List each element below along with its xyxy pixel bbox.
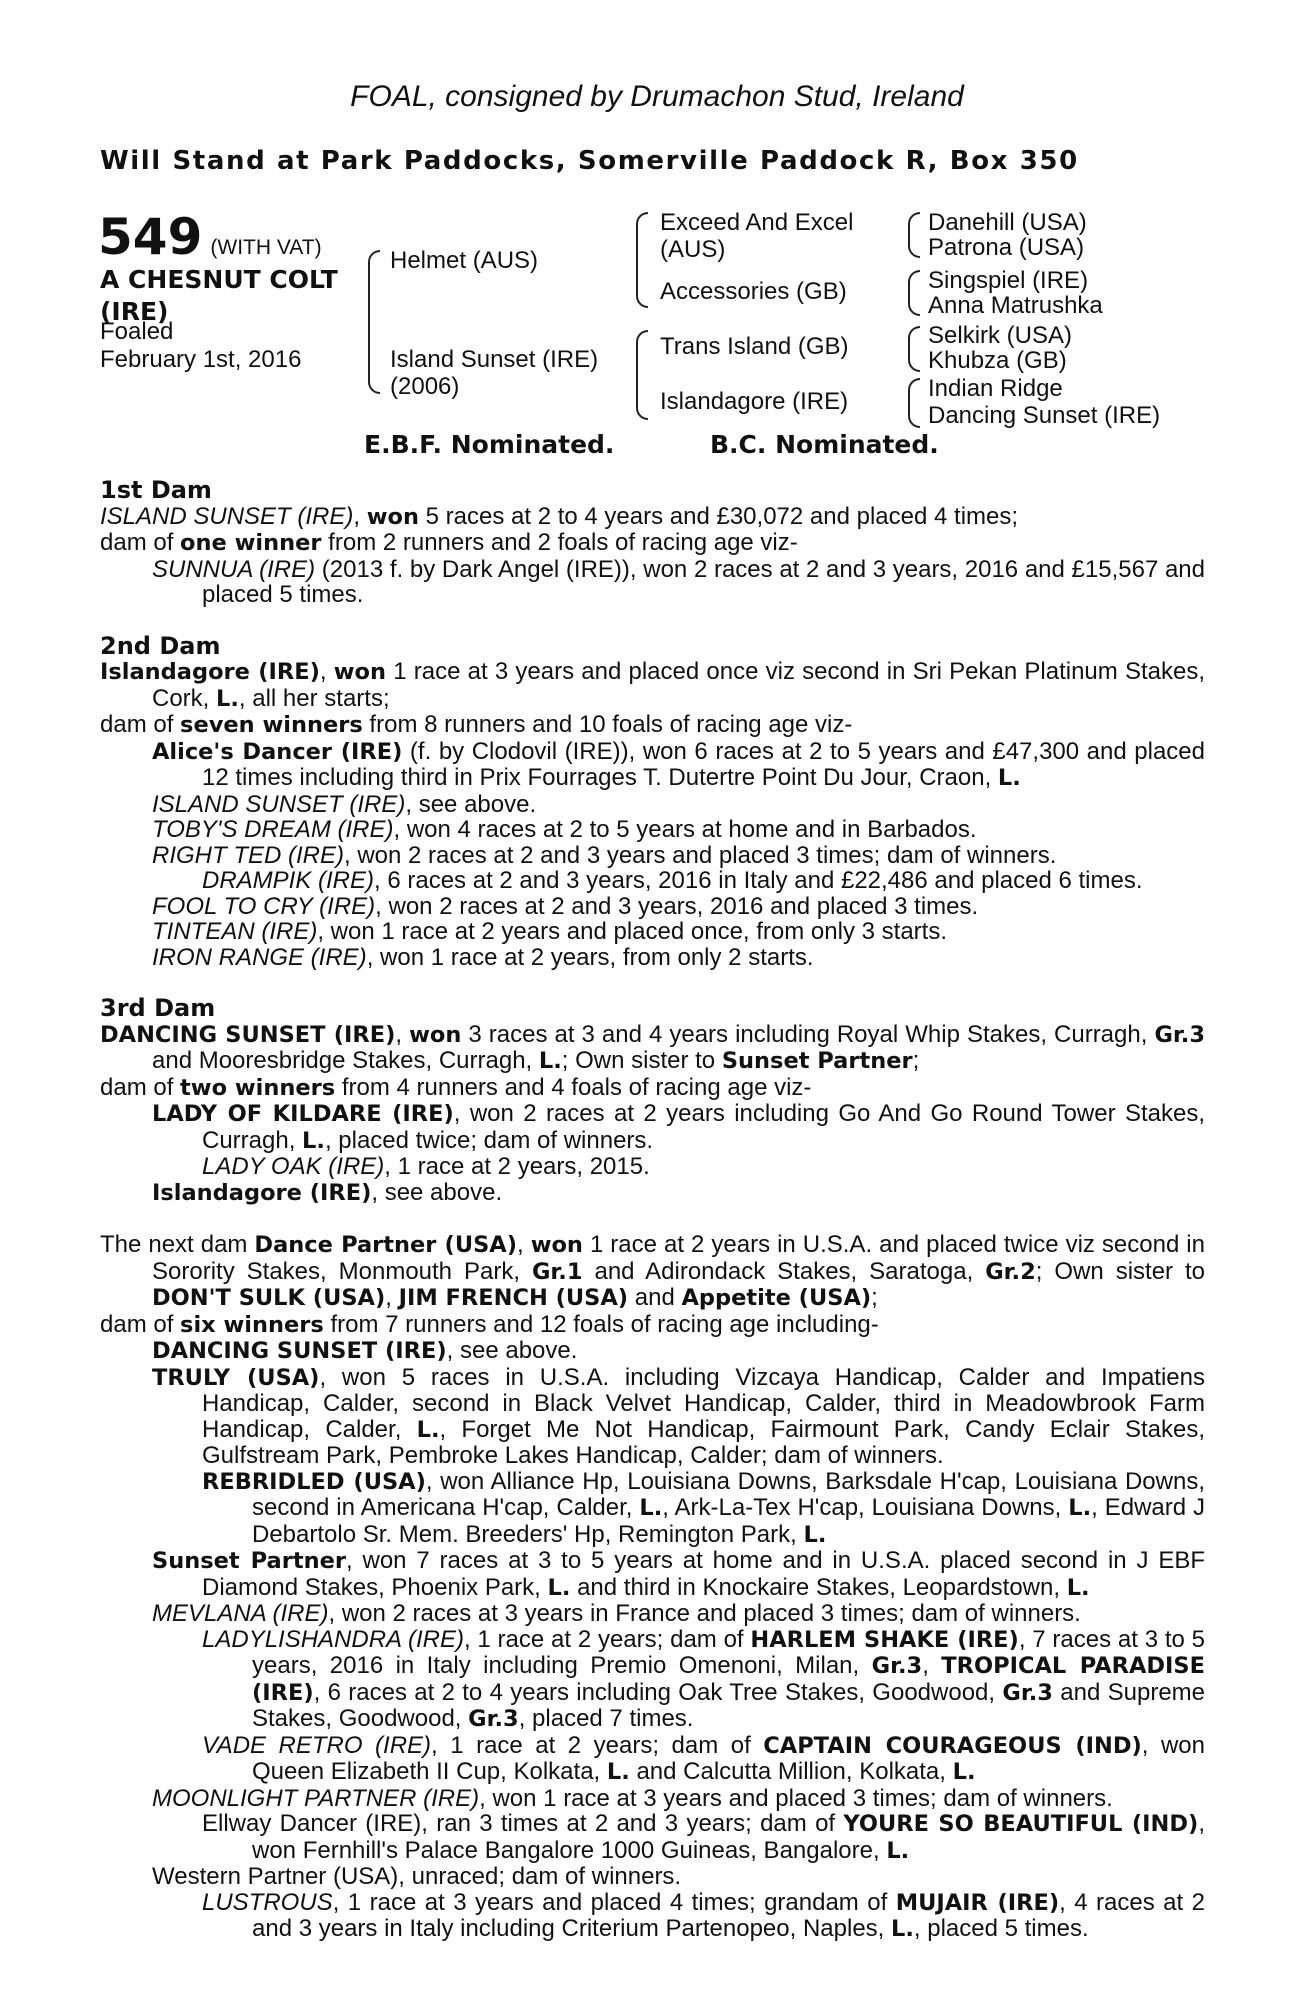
family-line: TRULY (USA), won 5 races in U.S.A. including Vizcaya Handicap, Calder and Impatiens Handicap, Calder, second in Black Velvet Handicap, Calder, third in Meadowbrook Farm Handicap, Calder, L., Forget Me Not Handicap, Fairmount Park, Candy Eclair Stakes, Gulfstream Park, Pembroke Lakes Handicap, Calder; dam of winners. <box>152 1363 1205 1469</box>
family-line: LADY OF KILDARE (IRE), won 2 races at 2 years including Go And Go Round Tower Stakes, Curragh, L., placed twice; dam of winners. <box>152 1100 1205 1154</box>
section-heading: 2nd Dam <box>100 631 221 660</box>
family-line: Ellway Dancer (IRE), ran 3 times at 2 and 3 years; dam of YOURE SO BEAUTIFUL (IND), won Fernhill's Palace Bangalore 1000 Guineas, Bangalore, L. <box>202 1810 1205 1864</box>
family-line: TOBY'S DREAM (IRE), won 4 races at 2 to 5 years at home and in Barbados. <box>152 816 977 843</box>
family-line: The next dam Dance Partner (USA), won 1 race at 2 years in U.S.A. and placed twice viz second in Sorority Stakes, Monmouth Park, Gr.1 and Adirondack Stakes, Saratoga, Gr.2; Own sister to DON'T SULK (USA), JIM FRENCH (USA) and Appetite (USA); <box>100 1231 1206 1311</box>
pedigree-brace <box>908 378 920 428</box>
family-line: dam of two winners from 4 runners and 4 foals of racing age viz- <box>100 1073 812 1101</box>
family-line: ISLAND SUNSET (IRE), see above. <box>152 790 537 818</box>
catalogue-family <box>100 478 1205 1969</box>
family-line: dam of seven winners from 8 runners and 10 foals of racing age viz- <box>100 711 853 738</box>
family-line: FOOL TO CRY (IRE), won 2 races at 2 and 3 years, 2016 and placed 3 times. <box>152 892 979 920</box>
family-line: VADE RETRO (IRE), 1 race at 2 years; dam of CAPTAIN COURAGEOUS (IND), won Queen Elizabeth II Cup, Kolkata, L. and Calcutta Million, Kolkata, L. <box>202 1731 1206 1785</box>
family-line: IRON RANGE (IRE), won 1 race at 2 years, from only 2 starts. <box>152 943 814 971</box>
family-line: Islandagore (IRE), see above. <box>152 1178 503 1206</box>
section-heading: 3rd Dam <box>100 994 216 1022</box>
first-dam-section <box>100 478 1205 608</box>
foaled-date: February 1st, 2016 <box>100 346 302 373</box>
family-line: Western Partner (USA), unraced; dam of winners. <box>152 1863 682 1890</box>
ebf-nominated: E.B.F. Nominated. <box>364 430 615 459</box>
family-line: SUNNUA (IRE) (2013 f. by Dark Angel (IRE)), won 2 races at 2 and 3 years, 2016 and £15,567 and placed 5 times. <box>152 555 1205 608</box>
family-line: ISLAND SUNSET (IRE), won 5 races at 2 to 4 years and £30,072 and placed 4 times; <box>100 502 1019 530</box>
foaled-info <box>100 318 301 374</box>
ped-g2: Patrona (USA) <box>928 234 1085 261</box>
pedigree-brace <box>908 212 920 258</box>
pedigree-brace <box>636 212 648 308</box>
ped-g1: Danehill (USA) <box>928 209 1087 236</box>
family-line: MEVLANA (IRE), won 2 races at 3 years in France and placed 3 times; dam of winners. <box>152 1600 1081 1627</box>
family-line: RIGHT TED (IRE), won 2 races at 2 and 3 years and placed 3 times; dam of winners. <box>152 841 1057 869</box>
ped-g8: Dancing Sunset (IRE) <box>928 402 1161 429</box>
ped-dam-sire: Trans Island (GB) <box>660 333 849 360</box>
ped-dam-dam: Islandagore (IRE) <box>660 388 849 415</box>
pedigree-brace <box>908 326 920 372</box>
stand-location: Will Stand at Park Paddocks, Somerville Paddock R, Box 350 <box>100 146 1079 176</box>
vat-label: (WITH VAT) <box>210 236 322 259</box>
family-line: TINTEAN (IRE), won 1 race at 2 years and placed once, from only 3 starts. <box>152 918 947 945</box>
section-heading: 1st Dam <box>100 476 212 504</box>
ped-sire: Helmet (AUS) <box>390 247 539 274</box>
consignment-title: FOAL, consigned by Drumachon Stud, Ireland <box>350 80 964 113</box>
pedigree-brace <box>368 250 380 394</box>
ped-g5: Selkirk (USA) <box>928 322 1073 349</box>
family-line: DANCING SUNSET (IRE), won 3 races at 3 and 4 years including Royal Whip Stakes, Curragh, Gr.3 and Mooresbridge Stakes, Curragh, L.; Own sister to Sunset Partner; <box>100 1020 1205 1074</box>
family-line: LADY OAK (IRE), 1 race at 2 years, 2015. <box>202 1153 650 1180</box>
family-line: MOONLIGHT PARTNER (IRE), won 1 race at 3 years and placed 3 times; dam of winners. <box>152 1784 1113 1812</box>
ped-sire-dam: Accessories (GB) <box>660 278 847 305</box>
family-line: Islandagore (IRE), won 1 race at 3 years and placed once viz second in Sri Pekan Platinum Stakes, Cork, L., all her starts; <box>100 658 1206 712</box>
family-line: LADYLISHANDRA (IRE), 1 race at 2 years; dam of HARLEM SHAKE (IRE), 7 races at 3 to 5 years, 2016 in Italy including Premio Omenoni, Milan, Gr.3, TROPICAL PARADISE (IRE), 6 races at 2 to 4 years including Oak Tree Stakes, Goodwood, Gr.3 and Supreme Stakes, Goodwood, Gr.3, placed 7 times. <box>202 1625 1206 1732</box>
lot-number-value: 549 <box>98 208 203 266</box>
family-line: Alice's Dancer (IRE) (f. by Clodovil (IRE)), won 6 races at 2 to 5 years and £47,300 and placed 12 times including third in Prix Fourrages T. Dutertre Point Du Jour, Craon, L. <box>152 737 1205 791</box>
family-line: Sunset Partner, won 7 races at 3 to 5 years at home and in U.S.A. placed second in J EBF Diamond Stakes, Phoenix Park, L. and third in Knockaire Stakes, Leopardstown, L. <box>152 1547 1206 1601</box>
family-line: dam of one winner from 2 runners and 2 foals of racing age viz- <box>100 529 798 556</box>
next-dam-section <box>100 1232 1205 1943</box>
ped-g6: Khubza (GB) <box>928 347 1067 374</box>
family-line: LUSTROUS, 1 race at 3 years and placed 4 times; grandam of MUJAIR (IRE), 4 races at 2 and 3 years in Italy including Criterium Partenopeo, Naples, L., placed 5 times. <box>202 1888 1205 1942</box>
lot-name: A CHESNUT COLT (IRE) <box>100 265 338 326</box>
family-line: DANCING SUNSET (IRE), see above. <box>152 1337 578 1364</box>
family-line: REBRIDLED (USA), won Alliance Hp, Louisiana Downs, Barksdale H'cap, Louisiana Downs, second in Americana H'cap, Calder, L., Ark-La-Tex H'cap, Louisiana Downs, L., Edward J Debartolo Sr. Mem. Breeders' Hp, Remington Park, L. <box>202 1467 1206 1548</box>
bc-nominated: B.C. Nominated. <box>710 430 939 459</box>
ped-g4: Anna Matrushka <box>928 292 1103 319</box>
second-dam-section <box>100 631 1206 971</box>
family-line: dam of six winners from 7 runners and 12 foals of racing age including- <box>100 1310 879 1338</box>
ped-g3: Singspiel (IRE) <box>928 267 1089 294</box>
family-line: DRAMPIK (IRE), 6 races at 2 and 3 years, 2016 in Italy and £22,486 and placed 6 times. <box>202 867 1143 894</box>
foaled-label: Foaled <box>100 318 174 345</box>
ped-g7: Indian Ridge <box>928 375 1063 402</box>
lot-number <box>98 208 322 266</box>
ped-dam: Island Sunset (IRE) (2006) <box>390 346 599 400</box>
pedigree-brace <box>636 330 648 420</box>
ped-sire-sire: Exceed And Excel (AUS) <box>660 209 854 263</box>
pedigree-brace <box>908 270 920 316</box>
third-dam-section <box>100 996 1205 1206</box>
